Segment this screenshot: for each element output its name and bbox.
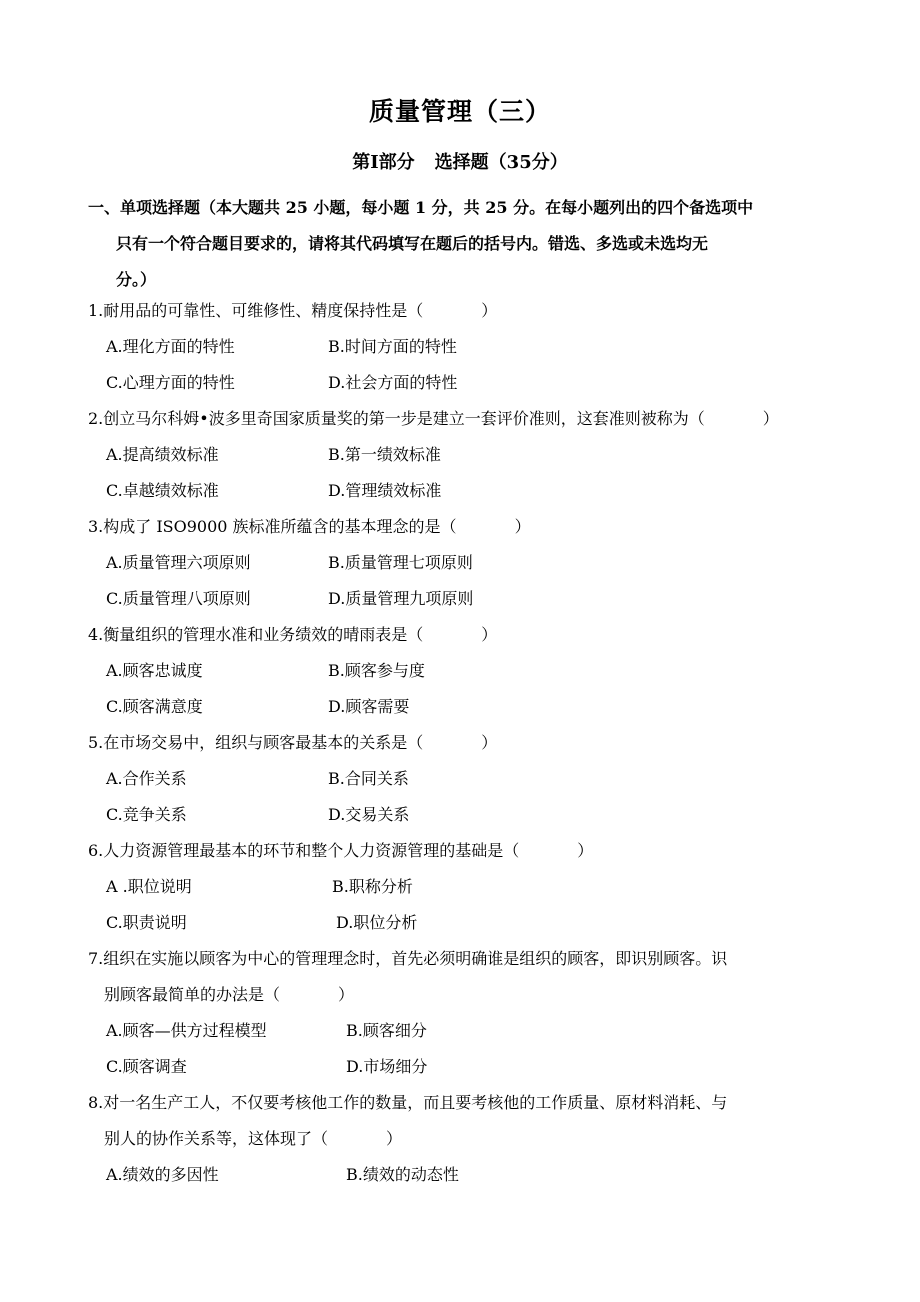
question-4-stem: 4.衡量组织的管理水准和业务绩效的晴雨表是（ ） — [88, 625, 498, 644]
part-label: 第Ⅰ部分 — [352, 152, 415, 173]
question-6-option-d: D.职位分析 — [336, 913, 418, 932]
section-line-2: 只有一个符合题目要求的，请将其代码填写在题后的括号内。错选、多选或未选均无 — [116, 234, 709, 253]
question-5-option-b: B.合同关系 — [328, 769, 409, 788]
question-7-option-b: B.顾客细分 — [346, 1021, 427, 1040]
question-8-stem: 8.对一名生产工人，不仅要考核他工作的数量，而且要考核他的工作质量、原材料消耗、与 别人的协作关系等，这体现了（ ） — [88, 1093, 728, 1148]
question-6-stem: 6.人力资源管理最基本的环节和整个人力资源管理的基础是（ ） — [88, 841, 594, 860]
question-5-stem: 5.在市场交易中，组织与顾客最基本的关系是（ ） — [88, 733, 498, 752]
question-1-stem: 1.耐用品的可靠性、可维修性、精度保持性是（ ） — [88, 301, 498, 320]
question-2-option-b: B.第一绩效标准 — [328, 445, 441, 464]
section-line-3: 分。） — [116, 270, 157, 289]
question-3-option-c: C.质量管理八项原则 — [106, 589, 251, 608]
question-1-option-d: D.社会方面的特性 — [328, 373, 458, 392]
question-1-option-c: C.心理方面的特性 — [106, 373, 235, 392]
question-7-stem: 7.组织在实施以顾客为中心的管理理念时，首先必须明确谁是组织的顾客，即识别顾客。识 别顾客最简单的办法是（ ） — [88, 949, 728, 1004]
question-4-option-c: C.顾客满意度 — [106, 697, 203, 716]
question-7-option-a: A.顾客—供方过程模型 — [106, 1021, 267, 1040]
question-2-option-d: D.管理绩效标准 — [328, 481, 442, 500]
question-4-option-a: A.顾客忠诚度 — [106, 661, 203, 680]
question-3-option-d: D.质量管理九项原则 — [328, 589, 474, 608]
question-5-option-c: C.竞争关系 — [106, 805, 187, 824]
question-2-option-a: A.提高绩效标准 — [106, 445, 219, 464]
question-8-option-a: A.绩效的多因性 — [106, 1165, 219, 1184]
question-7-option-d: D.市场细分 — [346, 1057, 428, 1076]
question-4-option-d: D.顾客需要 — [328, 697, 410, 716]
section-instructions — [88, 190, 848, 298]
question-6-option-a: A .职位说明 — [106, 877, 192, 896]
question-1-option-a: A.理化方面的特性 — [106, 337, 235, 356]
document-title: 质量管理（三） — [368, 97, 551, 126]
question-3-stem: 3.构成了 ISO9000 族标准所蕴含的基本理念的是（ ） — [88, 517, 531, 536]
section-line-1: 一、单项选择题（本大题共 25 小题，每小题 1 分，共 25 分。在每小题列出的四个备选项中 — [88, 198, 754, 217]
question-1-option-b: B.时间方面的特性 — [328, 337, 457, 356]
question-2-option-c: C.卓越绩效标准 — [106, 481, 219, 500]
question-8-option-b: B.绩效的动态性 — [346, 1165, 459, 1184]
question-4-option-b: B.顾客参与度 — [328, 661, 425, 680]
question-3-option-a: A.质量管理六项原则 — [106, 553, 251, 572]
question-6-option-b: B.职称分析 — [332, 877, 413, 896]
question-5-option-a: A.合作关系 — [106, 769, 187, 788]
question-7-option-c: C.顾客调查 — [106, 1057, 187, 1076]
question-2-stem: 2.创立马尔科姆•波多里奇国家质量奖的第一步是建立一套评价准则，这套准则被称为（ ） — [88, 409, 779, 428]
question-6-option-c: C.职责说明 — [106, 913, 187, 932]
part-heading — [0, 148, 920, 174]
part-name: 选择题（35分） — [434, 152, 568, 173]
question-5-option-d: D.交易关系 — [328, 805, 410, 824]
question-3-option-b: B.质量管理七项原则 — [328, 553, 473, 572]
